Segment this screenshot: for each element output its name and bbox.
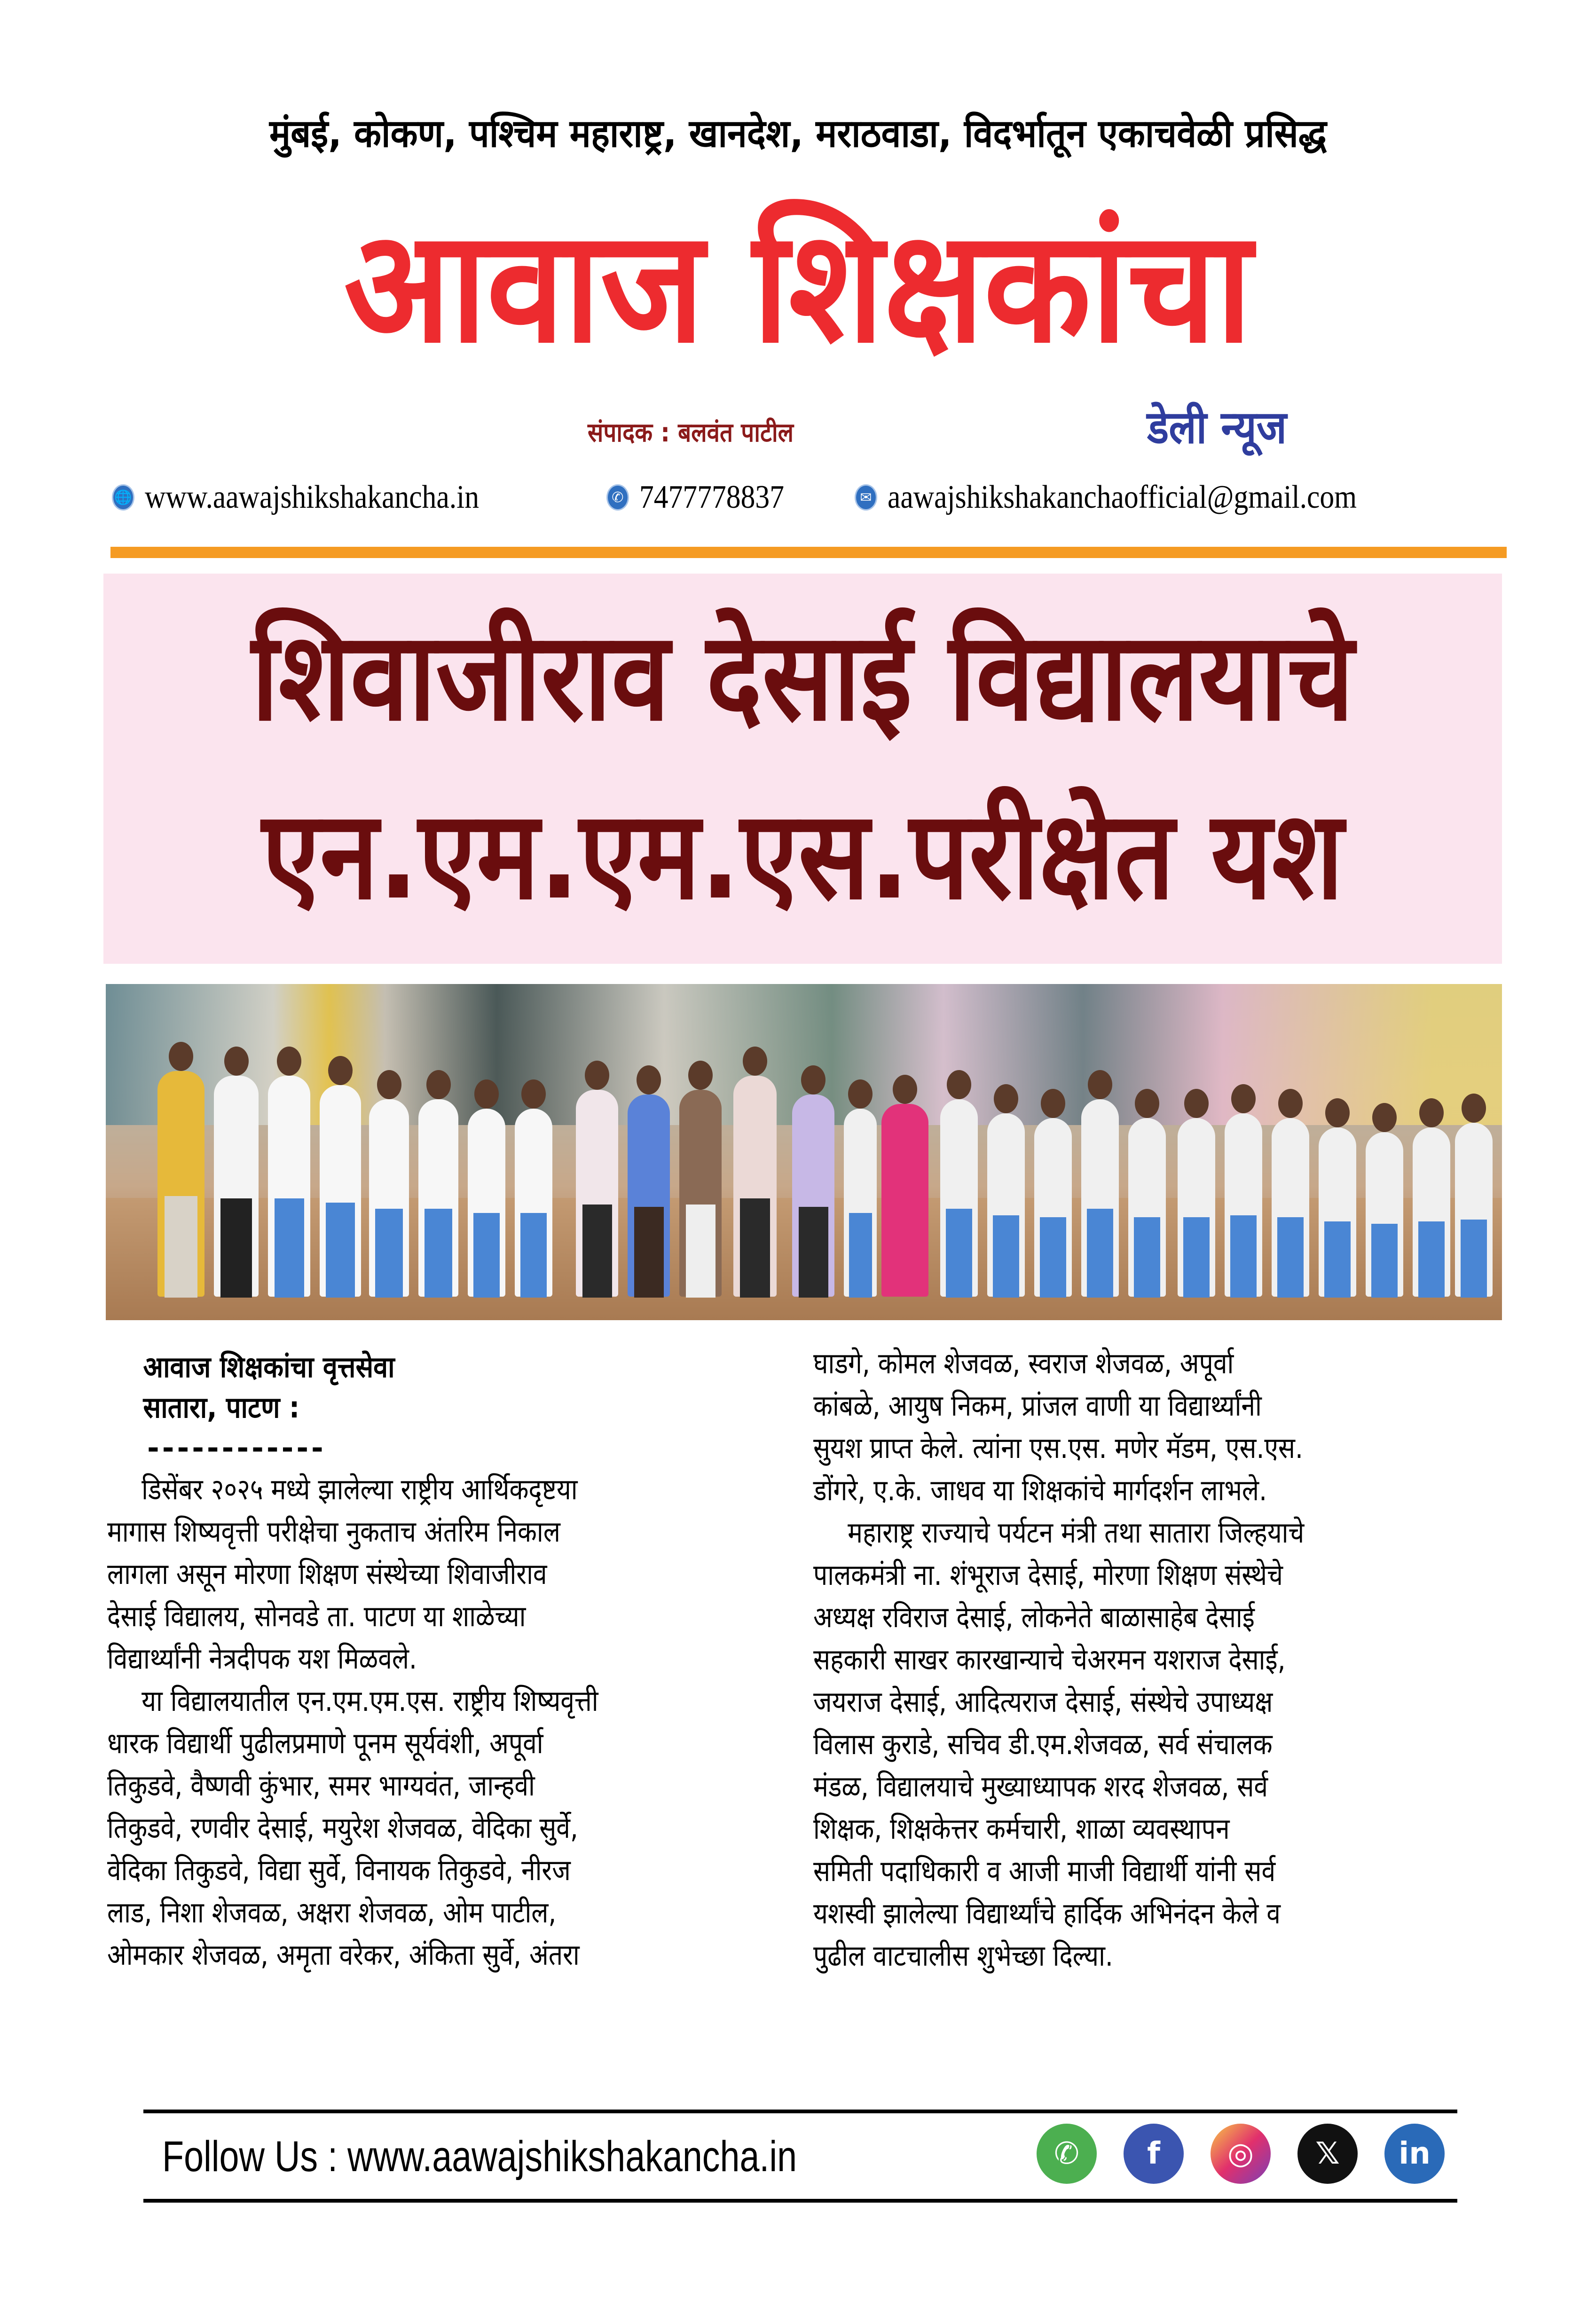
text-line: सुयश प्राप्त केले. त्यांना एस.एस. मणेर मॅडम, एस.एस. [813, 1431, 1303, 1465]
text-line: घाडगे, कोमल शेजवळ, स्वराज शेजवळ, अपूर्वा [813, 1346, 1234, 1380]
person [679, 1090, 722, 1297]
headline-banner [103, 574, 1502, 964]
person [628, 1094, 670, 1297]
article-column-left [107, 1347, 798, 1976]
text-line: डोंगरे, ए.के. जाधव या शिक्षकांचे मार्गदर्शन लाभले. [813, 1473, 1267, 1507]
person [320, 1085, 361, 1297]
person [1178, 1118, 1215, 1297]
person [576, 1090, 618, 1297]
article-paragraph [107, 1468, 798, 1976]
article-paragraph [813, 1342, 1504, 1977]
text-line: विलास कुराडे, सचिव डी.एम.शेजवळ, सर्व संचालक [813, 1727, 1273, 1761]
text-line: समिती पदाधिकारी व आजी माजी विद्यार्थी यांनी सर्व [813, 1854, 1276, 1888]
person [987, 1113, 1025, 1297]
text-line: धारक विद्यार्थी पुढीलप्रमाणे पूनम सूर्यवंशी, अपूर्वा [107, 1726, 543, 1760]
person [1225, 1113, 1262, 1297]
person [157, 1071, 204, 1297]
person [515, 1109, 552, 1297]
newspaper-title: आवाज शिक्षकांचा [344, 197, 1252, 377]
contact-email[interactable] [855, 479, 1421, 516]
article-column-right [813, 1342, 1504, 1977]
person [792, 1094, 834, 1297]
person [1366, 1132, 1403, 1297]
person [1413, 1127, 1450, 1297]
phone-number[interactable]: 7477778837 [639, 479, 784, 515]
article-byline: आवाज शिक्षकांचा वृत्तसेवा [143, 1350, 395, 1384]
linkedin-icon[interactable]: in [1384, 2124, 1445, 2184]
footer-divider-bottom [143, 2199, 1457, 2203]
text-line: ओमकार शेजवळ, अमृता वरेकर, अंकिता सुर्वे, अंतरा [107, 1937, 580, 1972]
person [418, 1099, 458, 1297]
text-line: डिसेंबर २०२५ मध्ये झालेल्या राष्ट्रीय आर्थिकदृष्टया [142, 1472, 578, 1506]
text-line: सहकारी साखर कारखान्याचे चेअरमन यशराज देसाई, [813, 1642, 1286, 1677]
text-line: या विद्यालयातील एन.एम.एम.एस. राष्ट्रीय शिष्यवृत्ती [142, 1684, 598, 1718]
newspaper-subtitle: डेली न्यूज [1147, 401, 1287, 454]
text-line: पुढील वाटचालीस शुभेच्छा दिल्या. [813, 1938, 1113, 1973]
text-line: मागास शिष्यवृत्ती परीक्षेचा नुकताच अंतरिम निकाल [107, 1514, 560, 1549]
person [940, 1099, 978, 1297]
person [1272, 1118, 1309, 1297]
facebook-icon[interactable]: f [1124, 2124, 1184, 2184]
globe-icon: 🌐 [112, 484, 134, 511]
text-line: विद्यार्थ्यांनी नेत्रदीपक यश मिळवले. [107, 1641, 417, 1676]
person [214, 1076, 259, 1297]
person [733, 1076, 777, 1297]
text-line: महाराष्ट्र राज्याचे पर्यटन मंत्री तथा सातारा जिल्हयाचे [848, 1515, 1305, 1550]
text-line: यशस्वी झालेल्या विद्यार्थ्यांचे हार्दिक अभिनंदन केले व [813, 1896, 1281, 1930]
text-line: तिकुडवे, रणवीर देसाई, मयुरेश शेजवळ, वेदिका सुर्वे, [107, 1811, 578, 1845]
person [1455, 1123, 1493, 1297]
person [1128, 1118, 1166, 1297]
person [881, 1104, 928, 1297]
article-separator: ------------ [147, 1431, 326, 1465]
text-line: लाड, निशा शेजवळ, अक्षरा शेजवळ, ओम पाटील, [107, 1895, 557, 1929]
person [369, 1099, 409, 1297]
website-link[interactable]: www.aawajshikshakancha.in [145, 479, 480, 515]
masthead-tagline: मुंबई, कोकण, पश्चिम महाराष्ट्र, खानदेश, मराठवाडा, विदर्भातून एकाचवेळी प्रसिद्ध [269, 111, 1327, 156]
text-line: तिकुडवे, वैष्णवी कुंभार, समर भाग्यवंत, जान्हवी [107, 1768, 535, 1803]
follow-us-link[interactable]: Follow Us : www.aawajshikshakancha.in [162, 2133, 797, 2181]
headline-line-2: एन.एम.एम.एस.परीक्षेत यश [262, 785, 1344, 927]
article-dateline: सातारा, पाटण : [143, 1390, 300, 1425]
text-line: देसाई विद्यालय, सोनवडे ता. पाटण या शाळेच्या [107, 1599, 526, 1633]
text-line: लागला असून मोरणा शिक्षण संस्थेच्या शिवाजीराव [107, 1557, 547, 1591]
mail-icon: ✉ [855, 484, 877, 511]
header-divider [110, 547, 1507, 558]
editor-credit: संपादक : बलवंत पाटील [588, 417, 794, 448]
person [1319, 1127, 1356, 1297]
whatsapp-icon[interactable]: ✆ [1037, 2124, 1097, 2184]
headline-line-1: शिवाजीराव देसाई विद्यालयाचे [251, 606, 1354, 748]
social-icons [1037, 2124, 1445, 2184]
text-line: जयराज देसाई, आदित्यराज देसाई, संस्थेचे उपाध्यक्ष [813, 1685, 1273, 1719]
footer-divider-top [143, 2110, 1457, 2113]
person [1034, 1118, 1072, 1297]
person [268, 1076, 310, 1297]
x-twitter-icon[interactable]: 𝕏 [1297, 2124, 1358, 2184]
instagram-icon[interactable]: ◎ [1211, 2124, 1271, 2184]
contact-website[interactable] [112, 479, 525, 516]
contact-row [112, 479, 1522, 521]
phone-icon: ✆ [606, 484, 629, 511]
text-line: वेदिका तिकुडवे, विद्या सुर्वे, विनायक तिकुडवे, नीरज [107, 1853, 571, 1887]
text-line: कांबळे, आयुष निकम, प्रांजल वाणी या विद्यार्थ्यांनी [813, 1388, 1262, 1423]
group-photo [106, 984, 1502, 1320]
text-line: पालकमंत्री ना. शंभूराज देसाई, मोरणा शिक्षण संस्थेचे [813, 1558, 1283, 1592]
contact-phone[interactable] [606, 479, 804, 516]
text-line: अध्यक्ष रविराज देसाई, लोकनेते बाळासाहेब देसाई [813, 1600, 1255, 1634]
person [844, 1109, 877, 1297]
person [1081, 1099, 1119, 1297]
text-line: शिक्षक, शिक्षकेत्तर कर्मचारी, शाळा व्यवस्थापन [813, 1811, 1230, 1846]
text-line: मंडळ, विद्यालयाचे मुख्याध्यापक शरद शेजवळ, सर्व [813, 1769, 1268, 1803]
email-link[interactable]: aawajshikshakanchaofficial@gmail.com [888, 479, 1357, 515]
person [468, 1109, 505, 1297]
